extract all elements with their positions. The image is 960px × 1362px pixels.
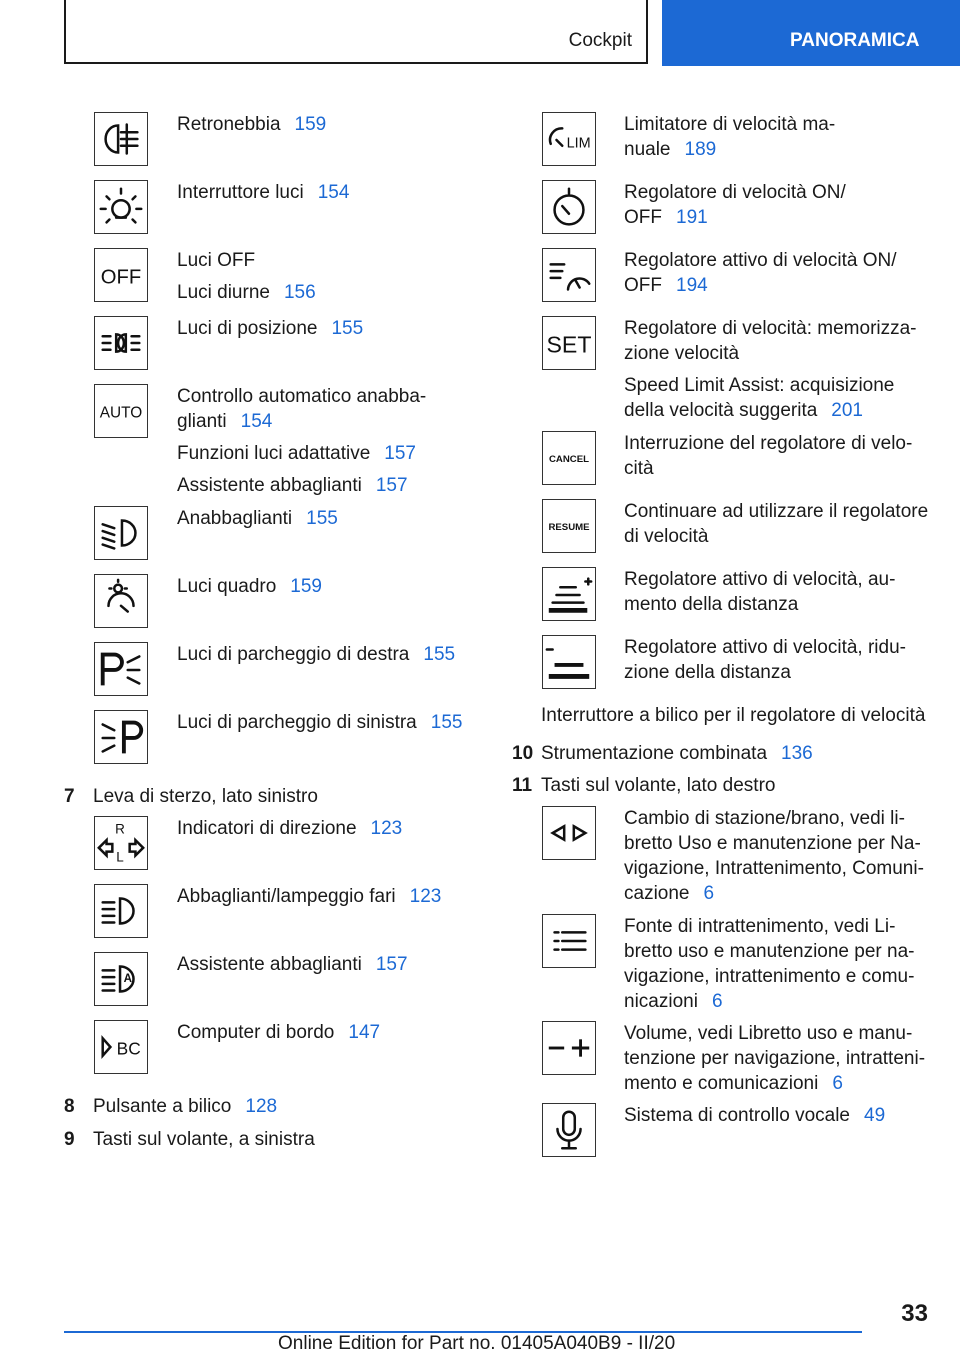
entry-line xyxy=(624,431,934,481)
page-ref-link[interactable]: 201 xyxy=(831,400,863,421)
page-ref-link[interactable]: 147 xyxy=(348,1022,381,1043)
entry-description xyxy=(177,384,477,505)
item-number: 9 xyxy=(64,1129,75,1150)
page-ref-link[interactable]: 157 xyxy=(375,475,408,496)
cruise-control-icon xyxy=(542,180,596,234)
page-ref-link[interactable]: 49 xyxy=(864,1105,886,1126)
entry-text: Abbaglianti/lampeggio fari xyxy=(177,886,396,907)
entry-text: Computer di bordo xyxy=(177,1022,335,1043)
active-cruise-icon xyxy=(542,248,596,302)
entry-text: Volume, vedi Libretto uso e manu- tenzione per navigazione, intratteni- mento e comunicazioni xyxy=(624,1023,926,1094)
svg-text:R: R xyxy=(115,821,125,837)
speed-limiter-icon xyxy=(542,112,596,166)
svg-text:CANCEL: CANCEL xyxy=(548,453,590,465)
entry-line xyxy=(624,567,934,617)
entry-text: Assistente abbaglianti xyxy=(177,475,362,496)
page-ref-link[interactable]: 155 xyxy=(430,712,463,733)
light-switch-icon xyxy=(94,180,148,234)
entry-description xyxy=(177,112,477,144)
header-tab[interactable] xyxy=(662,0,960,66)
item-number: 8 xyxy=(64,1096,75,1117)
page-ref-link[interactable]: 159 xyxy=(290,576,322,597)
entry-description xyxy=(624,499,934,556)
entry-description xyxy=(624,1021,934,1103)
resume-icon xyxy=(542,499,596,553)
page-ref-link[interactable]: 155 xyxy=(423,644,456,665)
entry-line xyxy=(177,816,477,841)
svg-text:BC: BC xyxy=(116,1038,141,1059)
entry-text: Continuare ad utilizzare il regolatore di velocità xyxy=(624,501,929,547)
turn-signal-icon xyxy=(94,816,148,870)
entry-line xyxy=(624,112,934,162)
auto-icon xyxy=(94,384,148,438)
page-ref-link[interactable]: 6 xyxy=(832,1073,843,1094)
svg-text:SET: SET xyxy=(546,331,592,358)
entry-text: Limitatore di velocità ma- nuale xyxy=(624,114,836,160)
entry-text: Luci di parcheggio di destra xyxy=(177,644,410,665)
source-list-icon xyxy=(542,914,596,968)
page-ref-link[interactable]: 155 xyxy=(331,318,364,339)
page-ref-link[interactable]: 157 xyxy=(375,954,408,975)
entry-line xyxy=(624,316,934,366)
entry-text: Regolatore attivo di velocità, ridu- zione della distanza xyxy=(624,637,906,683)
entry-text: Speed Limit Assist: acquisizione della velocità suggerita xyxy=(624,375,895,421)
page-ref-link[interactable]: 191 xyxy=(676,207,708,228)
entry-line xyxy=(177,248,477,273)
entry-line xyxy=(624,1103,934,1128)
header-section-title: Cockpit xyxy=(568,30,632,51)
off-icon xyxy=(94,248,148,302)
item-number: 11 xyxy=(512,775,533,796)
entry-text: Indicatori di direzione xyxy=(177,818,357,839)
svg-text:A: A xyxy=(123,972,132,985)
page-ref-link[interactable]: 189 xyxy=(684,139,717,160)
svg-text:L: L xyxy=(116,849,124,865)
entry-line xyxy=(177,473,477,498)
low-beam-icon xyxy=(94,506,148,560)
entry-description xyxy=(177,710,477,742)
distance-minus-icon xyxy=(542,635,596,689)
station-change-icon xyxy=(542,806,596,860)
entry-text: Controllo automatico anabba- glianti xyxy=(177,386,427,432)
entry-description xyxy=(624,914,934,1021)
entry-text: Luci di posizione xyxy=(177,318,318,339)
page-ref-link[interactable]: 159 xyxy=(294,114,327,135)
page-ref-link[interactable]: 136 xyxy=(781,743,813,764)
entry-line xyxy=(177,884,477,909)
entry-text: Anabbaglianti xyxy=(177,508,293,529)
entry-text: Funzioni luci adattative xyxy=(177,443,371,464)
page-ref-link[interactable]: 157 xyxy=(384,443,416,464)
entry-description xyxy=(624,316,934,430)
entry-description xyxy=(177,816,477,848)
page-ref-link[interactable]: 6 xyxy=(711,991,723,1012)
page-ref-link[interactable]: 128 xyxy=(245,1096,278,1117)
svg-text:LIM: LIM xyxy=(566,135,591,152)
svg-text:OFF: OFF xyxy=(100,266,142,289)
item-text: Tasti sul volante, lato destro xyxy=(541,775,776,796)
item-text: Strumentazione combinata 136 xyxy=(541,743,813,764)
entry-line xyxy=(177,384,477,434)
board-computer-icon xyxy=(94,1020,148,1074)
entry-description xyxy=(624,112,934,169)
entry-text: Luci quadro xyxy=(177,576,277,597)
entry-line xyxy=(624,914,934,1014)
entry-text: Interruttore luci xyxy=(177,182,304,203)
entry-description xyxy=(624,431,934,488)
item-text: Leva di sterzo, lato sinistro xyxy=(93,786,318,807)
page-ref-link[interactable]: 123 xyxy=(409,886,442,907)
entry-text: Luci diurne xyxy=(177,282,270,303)
entry-description xyxy=(624,635,934,692)
entry-line xyxy=(177,316,477,341)
volume-icon xyxy=(542,1021,596,1075)
high-beam-icon xyxy=(94,884,148,938)
page-ref-link[interactable]: 154 xyxy=(240,411,273,432)
page-ref-link[interactable]: 154 xyxy=(317,182,350,203)
page-ref-link[interactable]: 194 xyxy=(676,275,708,296)
entry-description xyxy=(177,506,477,538)
rear-fog-icon xyxy=(94,112,148,166)
entry-text: Regolatore di velocità: memorizza- zione velocità xyxy=(624,318,917,364)
parking-left-icon xyxy=(94,710,148,764)
entry-text: Regolatore attivo di velocità, au- mento della distanza xyxy=(624,569,896,615)
parking-lights-icon xyxy=(94,316,148,370)
entry-text: Luci OFF xyxy=(177,250,256,271)
page-ref-link[interactable]: 156 xyxy=(283,282,316,303)
entry-text: Interruzione del regolatore di velo- cità xyxy=(624,433,913,479)
footer-text: Online Edition for Part no. 01405A040B9 - II/20 xyxy=(278,1333,676,1354)
entry-text: Sistema di controllo vocale xyxy=(624,1105,850,1126)
entry-line xyxy=(177,642,477,667)
entry-description xyxy=(177,952,477,984)
page-ref-link[interactable]: 155 xyxy=(306,508,338,529)
header-tab-label: PANORAMICA xyxy=(790,30,920,51)
svg-text:AUTO: AUTO xyxy=(99,404,143,422)
entry-description xyxy=(177,180,477,212)
entry-description xyxy=(624,567,934,624)
entry-description xyxy=(624,248,934,305)
entry-line xyxy=(177,280,477,305)
item-number: 10 xyxy=(512,743,534,764)
dashboard-lights-icon xyxy=(94,574,148,628)
item-number: 7 xyxy=(64,786,75,807)
item-text: Tasti sul volante, a sinistra xyxy=(93,1129,315,1150)
entry-line xyxy=(177,441,477,466)
entry-line xyxy=(177,506,477,531)
parking-right-icon xyxy=(94,642,148,696)
page-ref-link[interactable]: 6 xyxy=(703,883,715,904)
entry-description xyxy=(177,248,477,312)
cancel-icon xyxy=(542,431,596,485)
entry-line xyxy=(177,710,477,735)
set-icon xyxy=(542,316,596,370)
item-text: Pulsante a bilico 128 xyxy=(93,1096,278,1117)
entry-line xyxy=(177,112,477,137)
entry-description xyxy=(624,180,934,237)
entry-line xyxy=(177,574,477,599)
entry-line xyxy=(624,180,934,230)
entry-line xyxy=(624,1021,934,1096)
entry-description xyxy=(177,884,477,916)
entry-description xyxy=(177,642,477,674)
entry-description xyxy=(624,1103,934,1135)
entry-line xyxy=(177,952,477,977)
page-number: 33 xyxy=(901,1300,928,1327)
high-beam-assist-icon xyxy=(94,952,148,1006)
microphone-icon xyxy=(542,1103,596,1157)
entry-text: Cambio di stazione/brano, vedi li- bretto Uso e manutenzione per Na- vigazione, Intrattenimento, Comuni- cazione xyxy=(624,808,924,904)
entry-description xyxy=(177,316,477,348)
entry-description xyxy=(177,574,477,606)
rocker-note: Interruttore a bilico per il regolatore di velocità xyxy=(541,705,926,726)
svg-text:RESUME: RESUME xyxy=(548,521,590,533)
entry-text: Luci di parcheggio di sinistra xyxy=(177,712,417,733)
entry-text: Fonte di intrattenimento, vedi Li- bretto uso e manutenzione per na- vigazione, intrattenimento e comu- nicazioni xyxy=(624,916,915,1012)
page-ref-link[interactable]: 123 xyxy=(370,818,403,839)
entry-line xyxy=(624,248,934,298)
entry-text: Retronebbia xyxy=(177,114,281,135)
entry-line xyxy=(624,635,934,685)
entry-line xyxy=(624,373,934,423)
header-section-box xyxy=(64,0,648,64)
entry-text: Assistente abbaglianti xyxy=(177,954,362,975)
entry-line xyxy=(177,180,477,205)
entry-description xyxy=(177,1020,477,1052)
distance-plus-icon xyxy=(542,567,596,621)
entry-text: Regolatore attivo di velocità ON/ OFF xyxy=(624,250,897,296)
entry-line xyxy=(624,806,934,906)
entry-line xyxy=(177,1020,477,1045)
entry-description xyxy=(624,806,934,913)
entry-line xyxy=(624,499,934,549)
entry-text: Regolatore di velocità ON/ OFF xyxy=(624,182,846,228)
